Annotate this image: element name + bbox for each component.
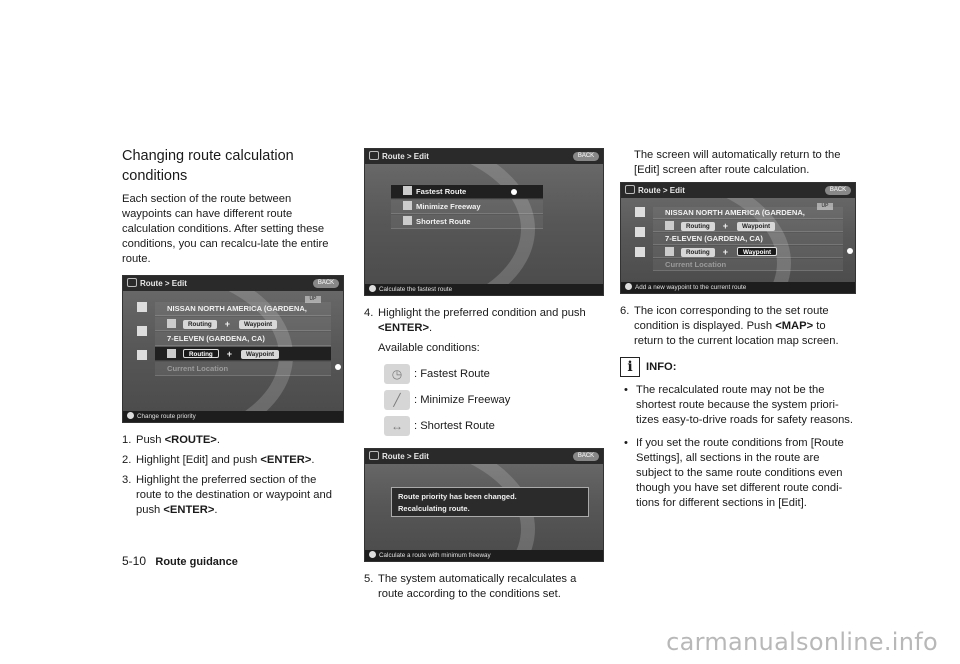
waypoint-button[interactable]: Waypoint [737,247,777,256]
info-icon [369,285,376,292]
route-row-routing-2[interactable]: Routing + Waypoint [155,347,331,361]
cursor-dot [335,364,341,370]
info-bullet: • The recalculated route may not be the shortest route because the system priori-tizes easy-to-drive roads for safety reasons. [620,383,856,428]
info-icon [369,551,376,558]
step-6: 6. The icon corresponding to the set route condition is displayed. Push <MAP> to return to the current location map screen. [620,305,839,347]
destination-flag-icon [635,207,645,217]
step-4: 4. Highlight the preferred condition and push <ENTER>. [364,307,586,334]
info-bullet: • If you set the route conditions from [Route Settings], all sections in the route are subject to the same route conditions even though you have set different route condi-tions for different sections in [Edit]. [620,436,856,511]
waypoint-button[interactable]: Waypoint [239,320,277,329]
waypoint-button[interactable]: Waypoint [241,350,279,359]
status-bar: Calculate the fastest route [365,284,603,295]
page-number: 5-10 [122,554,147,568]
back-button[interactable]: BACK [573,452,599,461]
waypoint-button[interactable]: Waypoint [737,222,775,231]
condition-minimize-freeway: ╱ : Minimize Freeway [384,390,604,410]
waypoint-flag-icon [635,227,645,237]
column-1 [122,146,344,523]
column-3 [620,148,856,519]
cursor-dot [847,248,853,254]
nav-screen-edit [122,275,344,423]
nav-screen-edit-result [620,182,856,294]
auto-return-note: The screen will automatically return to the [Edit] screen after route calculation. [634,149,841,176]
route-row-waypoint[interactable]: 7-ELEVEN (GARDENA, CA) [653,233,843,245]
available-conditions-label: Available conditions: [378,342,480,354]
nav-icon [369,151,379,160]
destination-flag-icon [137,302,147,312]
route-row-destination[interactable]: NISSAN NORTH AMERICA (GARDENA, [653,207,843,219]
condition-fastest: ◷ : Fastest Route [384,364,604,384]
option-fastest-route[interactable]: Fastest Route [391,185,543,199]
route-row-current[interactable]: Current Location [155,362,331,376]
route-row-current[interactable]: Current Location [653,259,843,271]
nav-icon [369,451,379,460]
option-minimize-freeway[interactable]: Minimize Freeway [391,200,543,214]
status-bar: Add a new waypoint to the current route [621,282,855,293]
screen-title-bar: Route > Edit [123,276,343,291]
screen-title-bar: Route > Edit [365,149,603,164]
section-title: Route guidance [155,556,238,568]
back-button[interactable]: BACK [825,186,851,195]
current-location-icon [635,247,645,257]
info-icon [127,412,134,419]
route-row-waypoint[interactable]: 7-ELEVEN (GARDENA, CA) [155,332,331,346]
section-heading: Changing route calculation conditions [122,148,294,184]
cursor-dot [511,189,517,195]
back-button[interactable]: BACK [573,152,599,161]
info-icon [625,283,632,290]
fastest-route-icon [403,186,412,195]
step-5: 5. The system automatically recalculates a route according to the conditions set. [364,573,577,600]
route-list [653,207,843,272]
route-condition-icon [167,349,176,358]
info-icon: i [620,357,640,377]
status-bar: Change route priority [123,411,343,422]
nav-icon [127,278,137,287]
current-location-icon [137,350,147,360]
routing-button[interactable]: Routing [183,320,217,329]
nav-icon [625,185,635,194]
info-heading: i INFO: [620,357,856,377]
route-condition-icon [167,319,176,328]
up-button[interactable]: UP [305,296,321,303]
condition-shortest: ↔ : Shortest Route [384,416,604,436]
minimize-freeway-icon [403,201,412,210]
screen-title-bar: Route > Edit [365,449,603,464]
screen-title-bar: Route > Edit [621,183,855,198]
route-list [155,302,331,377]
up-button[interactable]: UP [817,203,833,210]
clock-icon: ◷ [384,364,410,384]
shortest-route-icon [403,216,412,225]
route-row-routing-1[interactable]: Routing + Waypoint [653,220,843,232]
intro-paragraph: Each section of the route between waypoints can have different route calculation conditions. After setting these conditions, you can recalcu-late the entire route. [122,193,329,265]
watermark: carmanualsonline.info [666,628,938,656]
route-row-routing-1[interactable]: Routing + Waypoint [155,317,331,331]
freeway-icon: ╱ [384,390,410,410]
route-row-destination[interactable]: NISSAN NORTH AMERICA (GARDENA, [155,302,331,316]
recalculating-popup: Route priority has been changed. Recalculating route. [391,487,589,517]
nav-screen-conditions [364,148,604,296]
step-3: 3. Highlight the preferred section of the route to the destination or waypoint and push <ENTER>. [122,474,332,516]
routing-button[interactable]: Routing [681,222,715,231]
column-2 [364,148,604,607]
condition-list [391,185,543,230]
option-shortest-route[interactable]: Shortest Route [391,215,543,229]
routing-button[interactable]: Routing [183,349,219,358]
status-bar: Calculate a route with minimum freeway [365,550,603,561]
back-button[interactable]: BACK [313,279,339,288]
minimize-freeway-icon [665,247,674,256]
distance-icon: ↔ [384,416,410,436]
step-2: 2. Highlight [Edit] and push <ENTER>. [122,454,315,466]
waypoint-flag-icon [137,326,147,336]
routing-button[interactable]: Routing [681,248,715,257]
step-1: 1. Push <ROUTE>. [122,434,220,446]
page-footer [122,554,238,568]
nav-screen-recalculating [364,448,604,562]
route-condition-icon [665,221,674,230]
route-row-routing-2[interactable]: Routing + Waypoint [653,246,843,258]
